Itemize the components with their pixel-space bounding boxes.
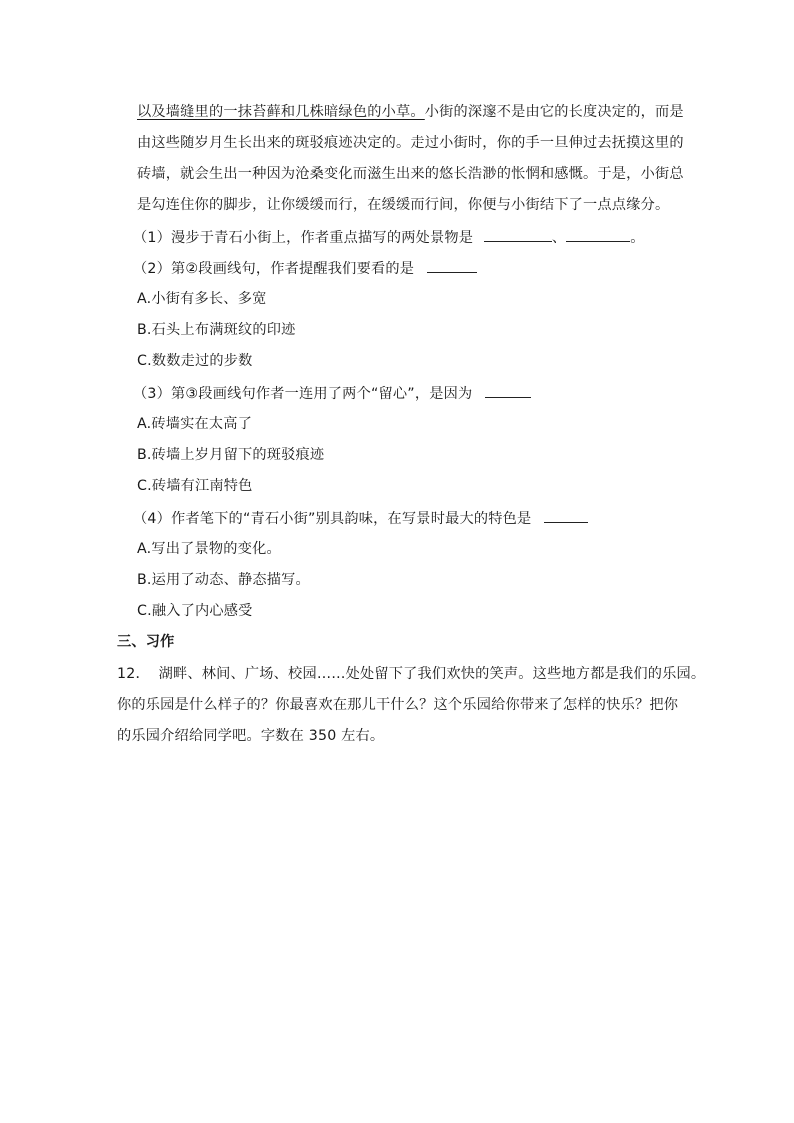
passage-line-1 xyxy=(137,102,684,122)
writing-prompt-line-1-text: 湖畔、林间、广场、校园……处处留下了我们欢快的笑声。这些地方都是我们的乐园。 xyxy=(158,666,706,682)
question-3-option-c: C.砖墙有江南特色 xyxy=(137,478,253,494)
passage-line-2: 由这些随岁月生长出来的斑驳痕迹决定的。走过小街时，你的手一旦伸过去抚摸这里的 xyxy=(137,135,684,151)
underlined-sentence-part-b: 几株暗绿色的小草。 xyxy=(295,104,425,120)
question-4-option-c: C.融入了内心感受 xyxy=(137,603,253,619)
question-1-separator: 、 xyxy=(551,230,567,246)
question-2-text: （2）第②段画线句，作者提醒我们要看的是 xyxy=(133,261,415,277)
question-3-text: （3）第③段画线句作者一连用了两个“留心”，是因为 xyxy=(133,386,473,402)
question-1-end: 。 xyxy=(630,230,645,246)
question-3-option-b: B.砖墙上岁月留下的斑驳痕迹 xyxy=(137,447,325,463)
writing-prompt-line-1 xyxy=(117,664,705,684)
question-3-option-a: A.砖墙实在太高了 xyxy=(137,416,253,432)
writing-prompt-line-2: 你的乐园是什么样子的？你最喜欢在那儿干什么？这个乐园给你带来了怎样的快乐？把你 xyxy=(117,697,679,713)
question-3 xyxy=(133,383,531,404)
writing-prompt-line-3: 的乐园介绍给同学吧。字数在 350 左右。 xyxy=(117,728,385,744)
question-2-option-a: A.小街有多长、多宽 xyxy=(137,291,267,307)
answer-blank-4[interactable] xyxy=(544,508,588,523)
question-number: 12． xyxy=(117,666,150,682)
answer-blank-2[interactable] xyxy=(427,258,477,273)
question-2-option-c: C.数数走过的步数 xyxy=(137,353,253,369)
passage-line-3: 砖墙，就会生出一种因为沧桑变化而滋生出来的悠长浩渺的怅惘和感慨。于是，小街总 xyxy=(137,166,684,182)
section-heading: 三、习作 xyxy=(117,634,175,650)
question-2 xyxy=(133,258,477,279)
passage-line-1-rest: 小街的深邃不是由它的长度决定的，而是 xyxy=(424,104,684,120)
answer-blank-3[interactable] xyxy=(485,383,531,398)
question-4 xyxy=(133,508,588,529)
question-1 xyxy=(133,227,645,248)
answer-blank-1a[interactable] xyxy=(484,227,552,242)
underlined-sentence-part-a: 以及墙缝里的一抹苔藓和 xyxy=(137,104,296,120)
passage-line-4: 是勾连住你的脚步，让你缓缓而行，在缓缓而行间，你便与小街结下了一点点缘分。 xyxy=(137,197,670,213)
question-1-text: （1）漫步于青石小街上，作者重点描写的两处景物是 xyxy=(133,230,474,246)
question-4-option-b: B.运用了动态、静态描写。 xyxy=(137,572,310,588)
answer-blank-1b[interactable] xyxy=(566,227,630,242)
question-4-option-a: A.写出了景物的变化。 xyxy=(137,541,281,557)
question-4-text: （4）作者笔下的“青石小街”别具韵味，在写景时最大的特色是 xyxy=(133,511,532,527)
question-2-option-b: B.石头上布满斑纹的印迹 xyxy=(137,322,296,338)
